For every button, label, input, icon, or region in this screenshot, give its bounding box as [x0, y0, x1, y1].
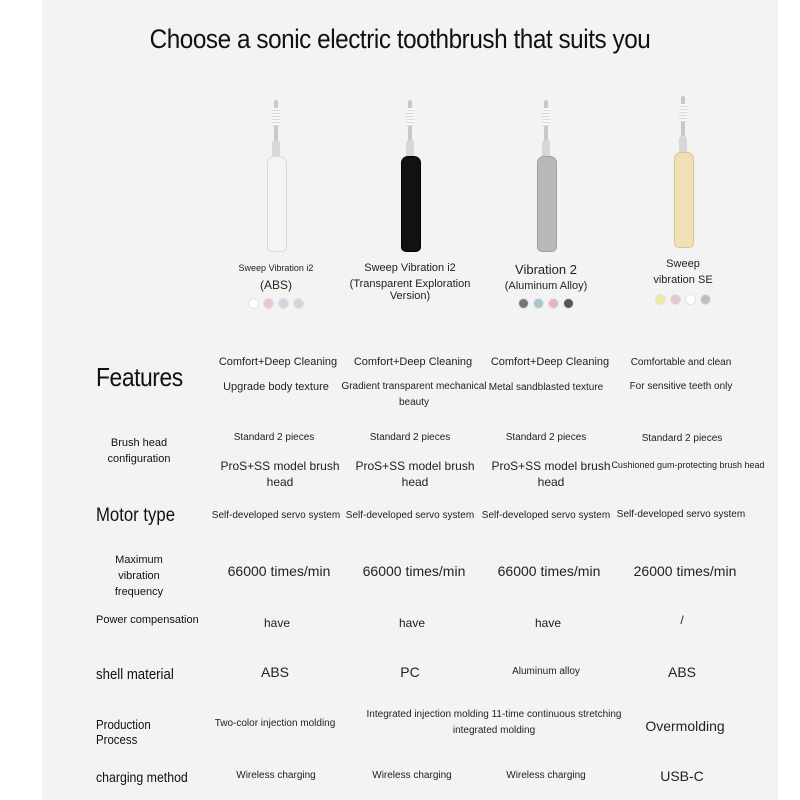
product-name: Vibration 2: [515, 262, 577, 277]
process-col4: Overmolding: [645, 718, 725, 734]
power-col4: /: [680, 613, 684, 627]
color-swatch[interactable]: [248, 298, 259, 309]
color-swatch[interactable]: [518, 298, 529, 309]
shell-col2: PC: [400, 664, 420, 680]
features-line1-col4: Comfortable and clean: [630, 357, 732, 368]
toothbrush-image: [526, 100, 566, 250]
page-title: Choose a sonic electric toothbrush that suits you: [149, 24, 651, 54]
motor-col2: Self-developed servo system: [345, 510, 475, 521]
brush-head-line1-col3: Standard 2 pieces: [505, 432, 587, 443]
brush-head-line1-col2: Standard 2 pieces: [369, 432, 451, 443]
charging-col4: USB-C: [660, 768, 704, 784]
product-material: (ABS): [259, 278, 292, 292]
features-line2-col2: Gradient transparent mechanical beauty: [341, 381, 487, 408]
color-swatch[interactable]: [263, 298, 274, 309]
color-swatch[interactable]: [670, 294, 681, 305]
motor-col1: Self-developed servo system: [211, 510, 341, 521]
shell-col4: ABS: [667, 664, 696, 680]
color-swatch[interactable]: [533, 298, 544, 309]
charging-col2: Wireless charging: [372, 770, 452, 781]
vibration-col3: 66000 times/min: [497, 563, 601, 579]
product-material: (Transparent Exploration Version): [349, 278, 471, 302]
color-swatches[interactable]: [615, 294, 751, 305]
product-vibration-2[interactable]: [478, 100, 614, 309]
product-name: Sweep Vibration i2: [364, 262, 456, 274]
shell-col3: Aluminum alloy: [512, 666, 580, 677]
color-swatch[interactable]: [685, 294, 696, 305]
charging-col3: Wireless charging: [506, 770, 586, 781]
product-sweep-vibration-i2-transparent[interactable]: [342, 100, 478, 308]
vibration-col2: 66000 times/min: [362, 563, 466, 579]
row-label-shell-material: shell material: [96, 666, 174, 683]
process-col1: Two-color injection molding: [214, 718, 336, 729]
brush-head-line1-col4: Standard 2 pieces: [641, 433, 723, 444]
motor-col3: Self-developed servo system: [481, 510, 611, 521]
process-col2: Integrated injection molding 11-time continuous stretching integrated molding: [366, 709, 622, 736]
color-swatches[interactable]: [208, 298, 344, 309]
features-line2-col3: Metal sandblasted texture: [488, 382, 604, 393]
product-name: Sweep Vibration i2: [238, 263, 314, 273]
row-label-brush-head: Brush head configuration: [107, 437, 171, 465]
row-label-motor-type: Motor type: [96, 505, 175, 526]
color-swatch[interactable]: [655, 294, 666, 305]
features-line2-col1: Upgrade body texture: [223, 381, 329, 393]
product-sweep-vibration-i2-abs[interactable]: [208, 100, 344, 309]
toothbrush-handle: [267, 156, 287, 252]
motor-col4: Self-developed servo system: [616, 509, 746, 520]
color-swatch[interactable]: [563, 298, 574, 309]
toothbrush-handle: [537, 156, 557, 252]
product-name: Sweep vibration SE: [653, 258, 713, 286]
color-swatches[interactable]: [478, 298, 614, 309]
features-line1-col3: Comfort+Deep Cleaning: [490, 356, 610, 368]
color-swatch[interactable]: [278, 298, 289, 309]
features-line1-col1: Comfort+Deep Cleaning: [218, 356, 338, 368]
toothbrush-image: [256, 100, 296, 250]
vibration-col1: 66000 times/min: [227, 563, 331, 579]
row-label-power-compensation: Power compensation: [96, 614, 199, 626]
brush-head-line2-col3: ProS+SS model brush head: [491, 459, 611, 489]
brush-head-line1-col1: Standard 2 pieces: [233, 432, 315, 443]
charging-col1: Wireless charging: [236, 770, 316, 781]
brush-head-line2-col1: ProS+SS model brush head: [220, 459, 340, 489]
power-col3: have: [534, 616, 562, 630]
shell-col1: ABS: [260, 664, 289, 680]
row-label-charging-method: charging method: [96, 769, 188, 785]
product-material: (Aluminum Alloy): [504, 280, 588, 292]
power-col2: have: [398, 616, 426, 630]
row-label-production-process: Production Process: [96, 717, 151, 747]
toothbrush-handle: [674, 152, 694, 248]
power-col1: have: [263, 616, 291, 630]
brush-head-line2-col4: Cushioned gum-protecting brush head: [611, 460, 765, 470]
color-swatch[interactable]: [548, 298, 559, 309]
color-swatch[interactable]: [293, 298, 304, 309]
features-line1-col2: Comfort+Deep Cleaning: [353, 356, 473, 368]
features-line2-col4: For sensitive teeth only: [629, 381, 733, 392]
row-label-features: Features: [96, 362, 183, 392]
product-sweep-vibration-se[interactable]: [615, 96, 751, 305]
vibration-col4: 26000 times/min: [633, 563, 737, 579]
row-label-vibration: Maximum vibration frequency: [114, 554, 164, 598]
color-swatch[interactable]: [700, 294, 711, 305]
toothbrush-image: [390, 100, 430, 250]
toothbrush-image: [663, 96, 703, 246]
brush-head-line2-col2: ProS+SS model brush head: [355, 459, 475, 489]
toothbrush-handle: [401, 156, 421, 252]
